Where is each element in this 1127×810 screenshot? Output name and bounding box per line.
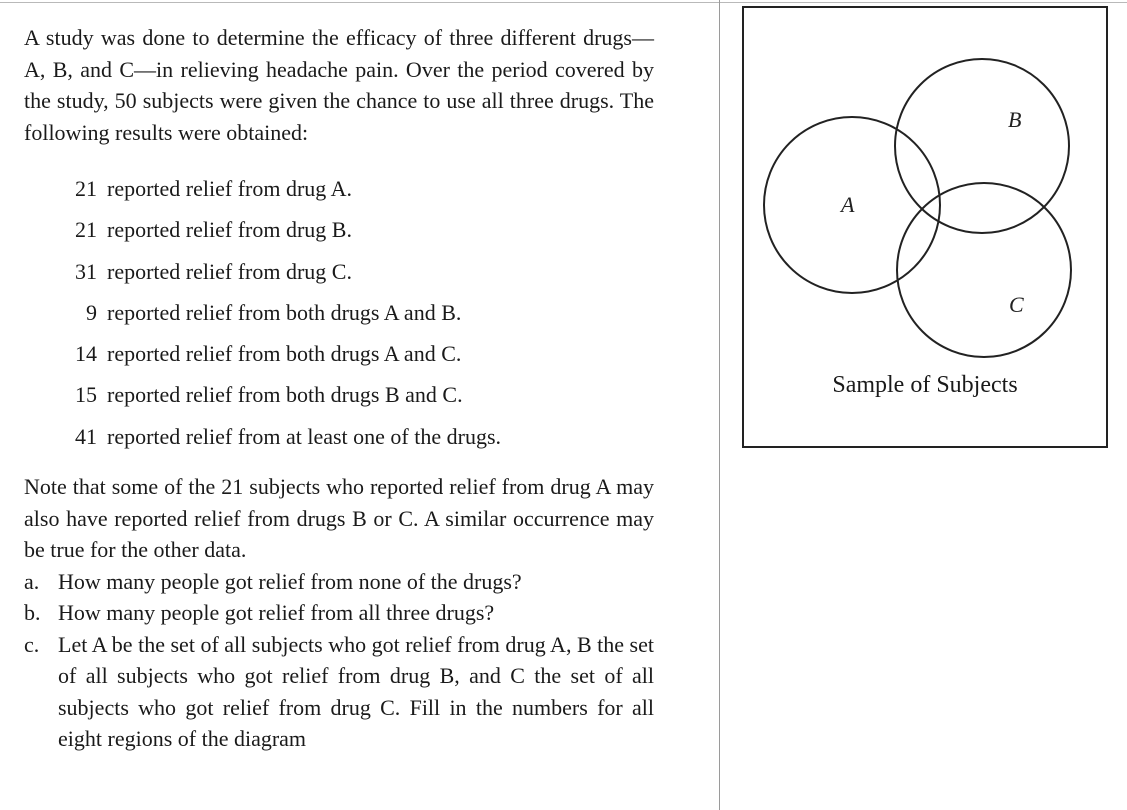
top-border [0,2,1127,3]
label-b: B [1008,107,1022,132]
result-text: reported relief from drug A. [107,176,352,201]
result-item [24,251,654,292]
question-b [24,597,654,629]
question-text: How many people got relief from none of the drugs? [58,568,522,594]
result-text: reported relief from both drugs A and C. [107,341,462,367]
intro-paragraph: A study was done to determine the efficacy of three different drugs—A, B, and C—in relieving headache pain. Over the period covered by the study, 50 subjects were given the chance to use all three drugs. The following results were obtained: [24,25,654,145]
result-item [24,333,654,374]
result-item [24,374,654,415]
result-item [24,209,654,250]
question-label: c. [24,631,40,657]
result-text: reported relief from drug B. [107,217,352,243]
result-item [24,292,654,333]
question-text: How many people got relief from all three drugs? [58,600,495,626]
question-c [24,629,654,755]
result-count: 21 [75,176,97,201]
venn-diagram-box [742,6,1108,448]
circle-c [897,183,1071,357]
result-count: 14 [75,341,97,367]
label-a: A [841,192,855,217]
result-text: reported relief from both drugs A and B. [107,299,462,325]
question-text: Let A be the set of all subjects who got relief from drug A, B the set of all subjects who got relief from drug B, and C the set of all subjects who got relief from drug C. Fill in the numbers for all eight regions of the diagram [58,631,654,752]
result-count: 31 [75,258,97,284]
result-item [24,168,654,209]
column-divider [719,0,720,810]
question-label: b. [24,600,41,626]
note-paragraph: Note that some of the 21 subjects who reported relief from drug A may also have reported relief from drugs B or C. A similar occurrence may be true for the other data. [24,474,654,563]
diagram-caption: Sample of Subjects [832,372,1018,398]
result-count: 9 [86,299,97,325]
question-a [24,566,654,598]
problem-text [24,22,654,755]
results-list [24,168,654,457]
result-count: 41 [75,423,97,449]
result-text: reported relief from at least one of the drugs. [107,423,502,449]
result-item [24,416,654,457]
question-label: a. [24,568,40,594]
result-text: reported relief from drug C. [107,258,352,284]
label-c: C [1009,292,1024,317]
result-text: reported relief from both drugs B and C. [107,382,463,408]
result-count: 15 [75,382,97,408]
result-count: 21 [75,217,97,243]
